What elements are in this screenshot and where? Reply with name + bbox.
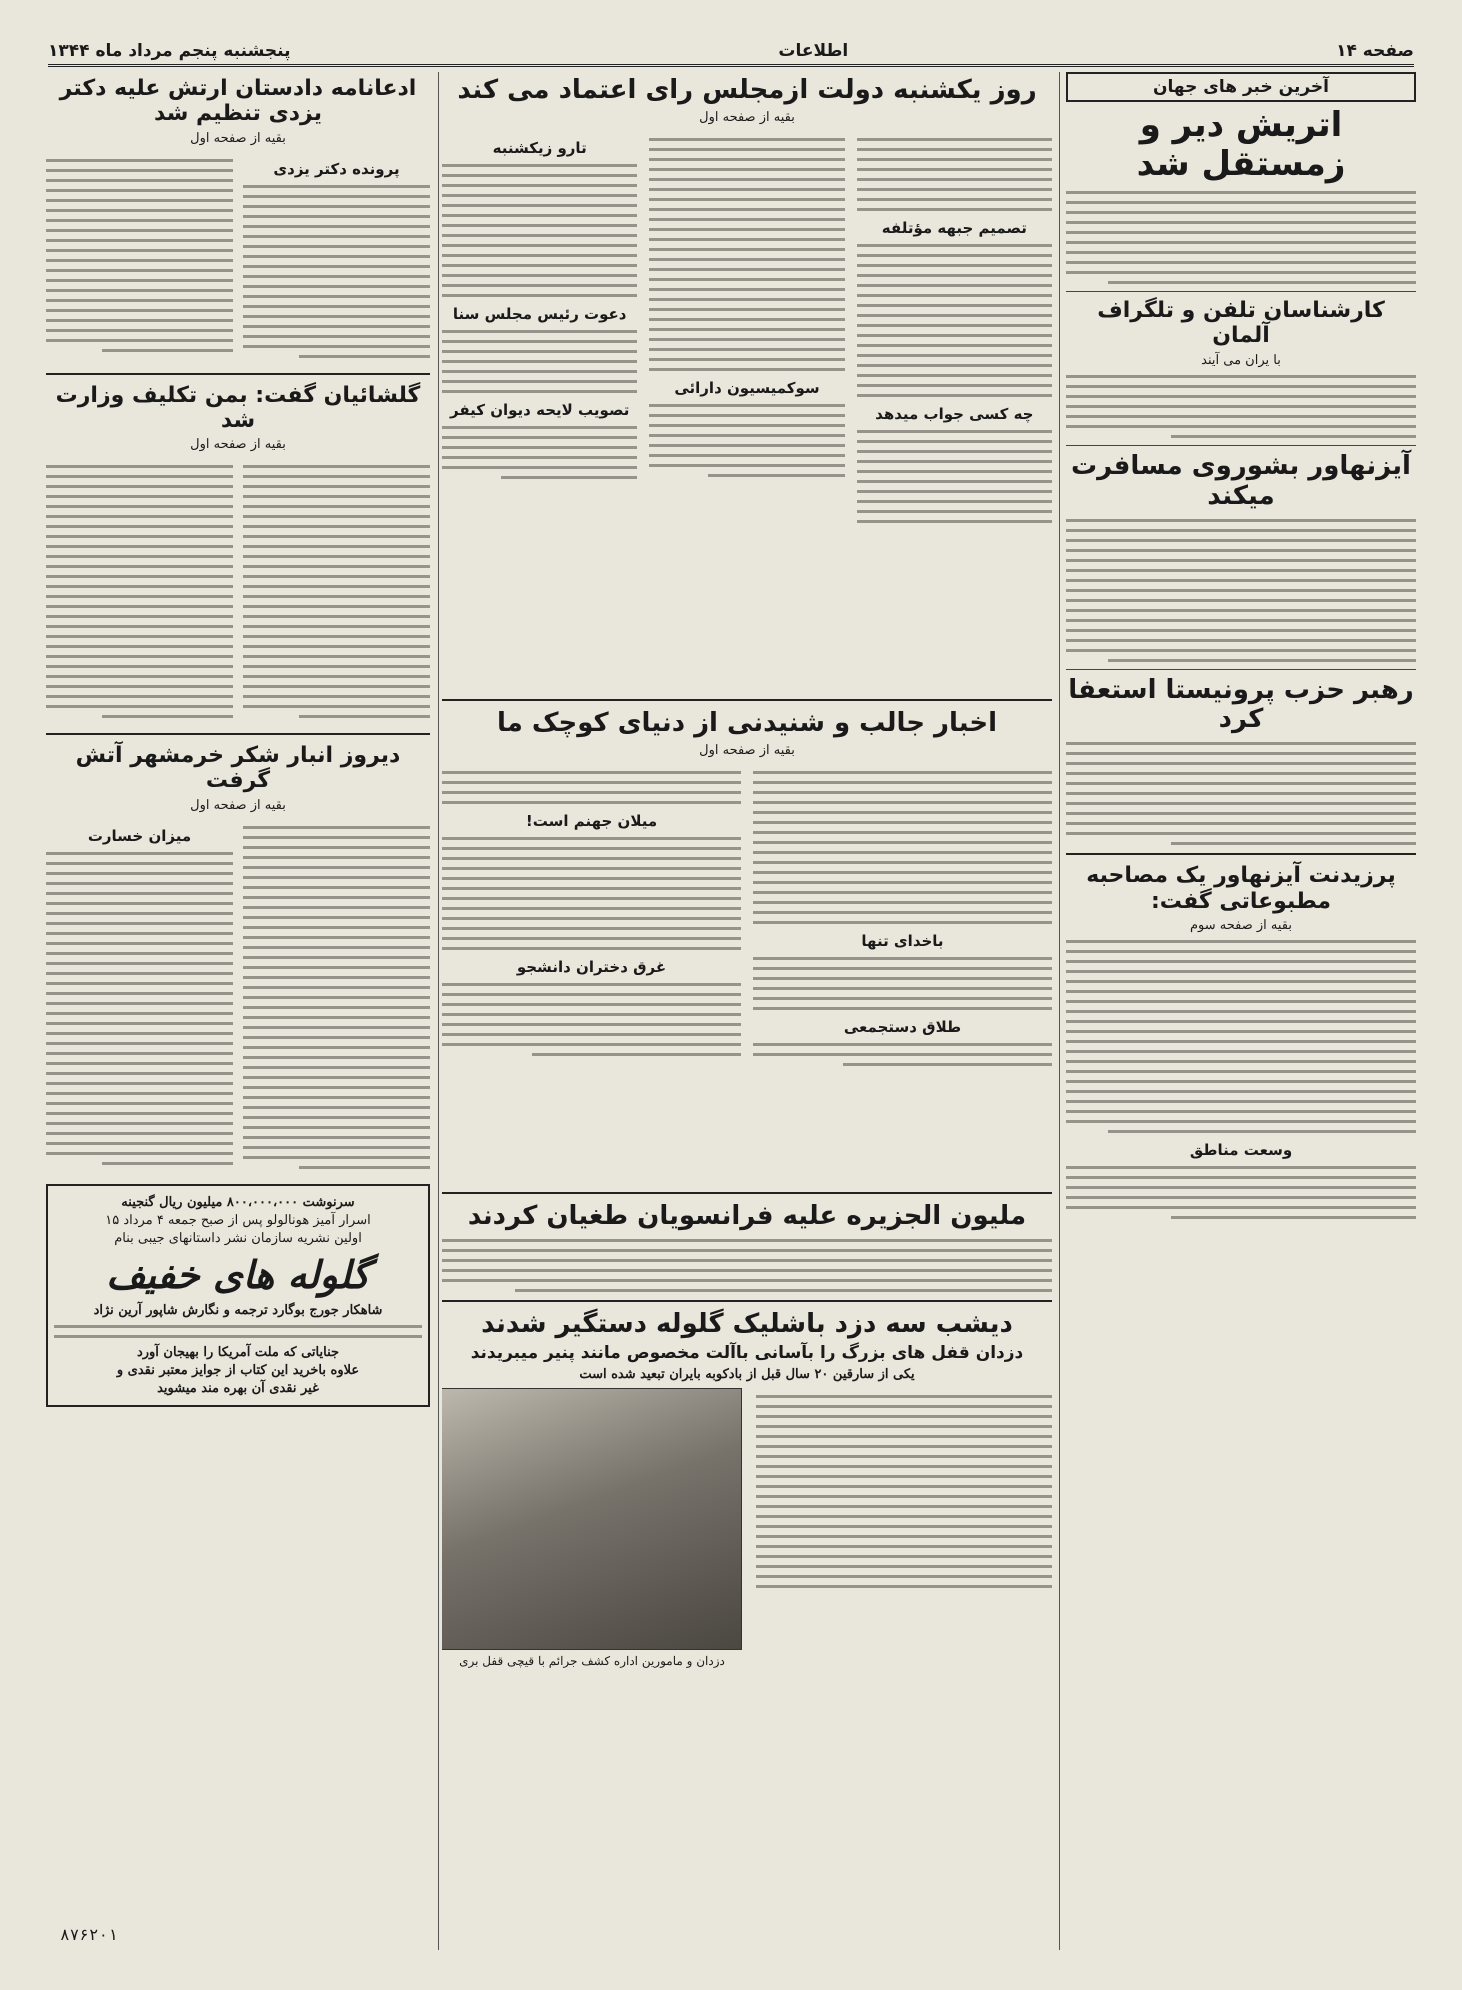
- small-world-headline: اخبار جالب و شنیدنی از دنیای کوچک ما: [496, 707, 998, 738]
- thieves-article: [442, 1388, 1052, 1668]
- press-conference-subhead: بقیه از صفحه سوم: [1189, 917, 1292, 933]
- book-advertisement: [46, 1184, 430, 1407]
- thieves-subhead-2: یکی از سارقین ۲۰ سال قبل از بادکوبه بایران تبعید شده است: [579, 1367, 915, 1383]
- yazdi-dossier-subheading: پرونده دکتر یزدی: [273, 159, 400, 178]
- german-experts-article: [1066, 375, 1416, 438]
- confidence-vote-subhead: بقیه از صفحه اول: [699, 109, 795, 125]
- algeria-headline: ملیون الجزیره علیه فرانسویان طغیان کردند: [467, 1200, 1027, 1231]
- ad-footer-2: علاوه باخرید این کتاب از جوایز معتبر نقدی و: [116, 1362, 360, 1378]
- confidence-vote-article: [442, 131, 1052, 691]
- left-column: [46, 72, 430, 1950]
- masthead: [48, 38, 1414, 67]
- german-experts-headline: کارشناسان تلفن و تلگراف آلمان: [1097, 298, 1385, 349]
- press-conference-headline: پرزیدنت آیزنهاور یک مصاحبه مطبوعاتی گفت:: [1086, 863, 1396, 914]
- column-rule: [1059, 72, 1060, 1950]
- golshaian-headline: گلشائیان گفت: بمن تکلیف وزارت شد: [55, 382, 421, 433]
- thieves-photo-caption: دزدان و مامورین اداره کشف جرائم با قیچی قفل بری: [459, 1654, 725, 1669]
- paper-name: اطلاعات: [778, 41, 849, 61]
- column-rule: [438, 72, 439, 1950]
- thieves-subhead: دزدان قفل های بزرگ را بآسانی باآلت مخصوص مانند پنیر میبریدند: [470, 1342, 1024, 1363]
- page-number: صفحه ۱۴: [1336, 41, 1414, 61]
- austria-article: [1066, 191, 1416, 284]
- footer-code: ۸۷۶۲۰۱: [60, 1925, 118, 1944]
- world-news-banner: آخرین خبر های جهان: [1066, 72, 1416, 102]
- penal-court-subheading: تصویب لایحه دیوان کیفر: [450, 400, 630, 419]
- thieves-headline: دیشب سه دزد باشلیک گلوله دستگیر شدند: [481, 1308, 1013, 1339]
- areas-subheading: وسعت مناطق: [1189, 1140, 1293, 1159]
- sugar-warehouse-article: [46, 819, 430, 1176]
- peronist-leader-article: [1066, 742, 1416, 845]
- world-news-column: [1066, 72, 1416, 1950]
- eisenhower-trip-headline: آیزنهاور بشوروی مسافرت میکند: [1071, 450, 1411, 511]
- finance-subcommittee-subheading: سوکمیسیون دارائی: [674, 378, 820, 397]
- issue-date: پنجشنبه پنجم مرداد ماه ۱۳۴۴: [48, 41, 291, 61]
- press-conference-article: [1066, 940, 1416, 1133]
- milan-hell-subheading: میلان جهنم است!: [525, 811, 658, 830]
- austria-headline: اتریش دیر و زمستقل شد: [1136, 105, 1346, 185]
- thieves-photo: [442, 1388, 742, 1650]
- sunday-subheading: تارو زیکشنبه: [492, 138, 587, 157]
- ad-line-2: اسرار آمیز هونالولو پس از صبح جمعه ۴ مرداد ۱۵: [105, 1212, 371, 1228]
- front-decision-subheading: تصمیم جبهه مؤتلفه: [881, 218, 1027, 237]
- german-experts-subhead: با یران می آیند: [1201, 352, 1281, 368]
- alone-with-god-subheading: باخدای تنها: [861, 931, 944, 950]
- senate-invitation-subheading: دعوت رئیس مجلس سنا: [452, 304, 627, 323]
- peronist-leader-headline: رهبر حزب پرونیستا استعفا کرد: [1068, 674, 1414, 735]
- confidence-vote-headline: روز یکشنبه دولت ازمجلس رای اعتماد می کند: [457, 75, 1037, 105]
- center-column: [442, 72, 1052, 1950]
- students-drowning-subheading: غرق دختران دانشجو: [516, 957, 667, 976]
- ad-footer-1: جنایاتی که ملت آمریکا را بهیجان آورد: [136, 1344, 340, 1360]
- yazdi-indictment-article: [46, 152, 430, 365]
- ad-line-1: سرنوشت ۸۰۰،۰۰۰،۰۰۰ میلیون ریال گنجینه: [121, 1194, 355, 1210]
- sugar-warehouse-subhead: بقیه از صفحه اول: [190, 797, 286, 813]
- sugar-warehouse-headline: دیروز انبار شکر خرمشهر آتش گرفت: [75, 743, 401, 794]
- eisenhower-trip-article: [1066, 519, 1416, 662]
- who-answers-subheading: چه کسی جواب میدهد: [875, 404, 1034, 423]
- small-world-subhead: بقیه از صفحه اول: [699, 742, 795, 758]
- golshaian-article: [46, 458, 430, 725]
- ad-author: شاهکار جورج بوگارد ترجمه و نگارش شاپور آرین نژاد: [93, 1302, 383, 1318]
- group-divorce-subheading: طلاق دستجمعی: [843, 1017, 962, 1036]
- ad-book-title: گلوله های خفیف: [106, 1251, 370, 1297]
- algeria-article: [442, 1239, 1052, 1292]
- small-world-article: [442, 764, 1052, 1184]
- yazdi-indictment-headline: ادعانامه دادستان ارتش علیه دکتر یزدی تنظیم شد: [59, 76, 417, 127]
- ad-footer-3: غیر نقدی آن بهره مند میشوید: [157, 1380, 319, 1396]
- yazdi-indictment-subhead: بقیه از صفحه اول: [190, 130, 286, 146]
- damage-amount-subheading: میزان خسارت: [87, 826, 192, 845]
- golshaian-subhead: بقیه از صفحه اول: [190, 437, 286, 453]
- ad-line-3: اولین نشریه سازمان نشر داستانهای جیبی بنام: [114, 1230, 362, 1246]
